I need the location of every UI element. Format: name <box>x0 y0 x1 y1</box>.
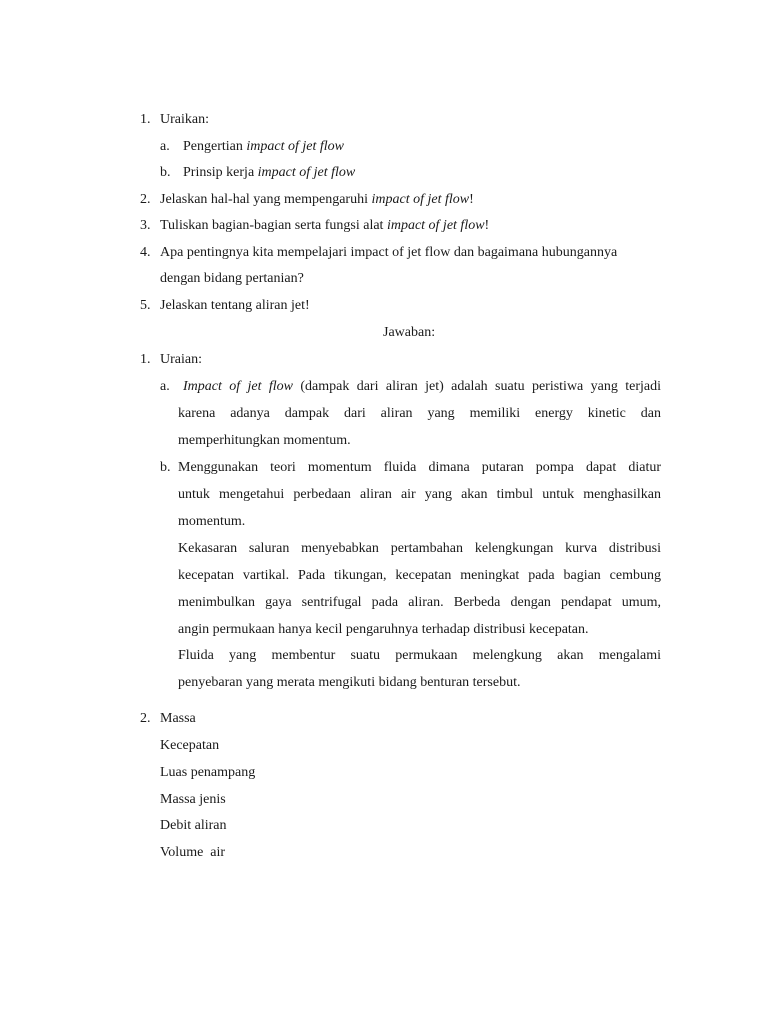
list-letter: b. <box>160 460 171 475</box>
paragraph-2-line-1: Kekasaran saluran menyebabkan pertambahan kelengkungan kurva distribusi <box>178 541 661 556</box>
question-1a-text <box>183 138 344 156</box>
answer-1a-line-2: karena adanya dampak dari aliran yang memiliki energy kinetic dan <box>178 406 661 421</box>
answer-1a-italic: Impact of jet flow <box>183 379 293 394</box>
paragraph-2-line-3: menimbulkan gaya sentrifugal pada aliran. Berbeda dengan pendapat umum, <box>178 595 661 610</box>
list-letter: a. <box>160 379 170 394</box>
list-letter: a. <box>160 139 170 154</box>
factor-item: Luas penampang <box>160 765 256 780</box>
list-letter: b. <box>160 165 171 180</box>
question-1a-italic: impact of jet flow <box>246 139 344 154</box>
paragraph-3-line-1: Fluida yang membentur suatu permukaan melengkung akan mengalami <box>178 648 661 663</box>
answer-1b-line-1: Menggunakan teori momentum fluida dimana putaran pompa dapat diatur <box>178 460 661 475</box>
question-3-plain: Tuliskan bagian-bagian serta fungsi alat <box>160 218 387 233</box>
list-number: 1. <box>140 352 151 367</box>
question-3-end: ! <box>484 218 490 233</box>
answer-1a-plain: (dampak dari aliran jet) adalah suatu peristiwa yang terjadi <box>293 379 661 394</box>
paragraph-2-line-2: kecepatan vartikal. Pada tikungan, kecepatan meningkat pada bagian cembung <box>178 568 661 583</box>
question-3-text <box>160 217 489 235</box>
answer-1a-line-1 <box>183 378 661 396</box>
answer-1a-line-3: memperhitungkan momentum. <box>178 433 351 448</box>
list-number: 2. <box>140 711 151 726</box>
factor-item: Massa <box>160 711 196 726</box>
question-1b-plain: Prinsip kerja <box>183 165 258 180</box>
list-number: 3. <box>140 218 151 233</box>
paragraph-2-line-4: angin permukaan hanya kecil pengaruhnya terhadap distribusi kecepatan. <box>178 622 589 637</box>
answer-1b-line-2: untuk mengetahui perbedaan aliran air yang akan timbul untuk menghasilkan <box>178 487 661 502</box>
question-2-end: ! <box>469 192 474 207</box>
factor-item: Massa jenis <box>160 792 226 807</box>
answer-1b-line-3: momentum. <box>178 514 246 529</box>
list-number: 4. <box>140 245 151 260</box>
list-number: 1. <box>140 112 151 127</box>
factor-item: Volume air <box>160 845 226 860</box>
question-3-italic: impact of jet flow <box>386 218 485 233</box>
question-2-italic: impact of jet flow <box>371 192 470 207</box>
question-1b-text <box>183 164 355 182</box>
list-number: 2. <box>140 192 151 207</box>
answers-heading: Jawaban: <box>383 325 436 340</box>
question-2-plain: Jelaskan hal-hal yang mempengaruhi <box>160 192 372 207</box>
question-1a-plain: Pengertian <box>183 139 247 154</box>
answer-1-label: Uraian: <box>160 352 202 367</box>
paragraph-3-line-2: penyebaran yang merata mengikuti bidang benturan tersebut. <box>178 675 521 690</box>
question-4-line-2: dengan bidang pertanian? <box>160 271 304 286</box>
question-5-text: Jelaskan tentang aliran jet! <box>160 298 310 313</box>
question-2-text <box>160 191 474 209</box>
question-1-label: Uraikan: <box>160 112 209 127</box>
question-4-line-1: Apa pentingnya kita mempelajari impact of jet flow dan bagaimana hubungannya <box>160 245 618 260</box>
question-1b-italic: impact of jet flow <box>257 165 356 180</box>
factor-item: Debit aliran <box>160 818 227 833</box>
factor-item: Kecepatan <box>160 738 220 753</box>
list-number: 5. <box>140 298 151 313</box>
